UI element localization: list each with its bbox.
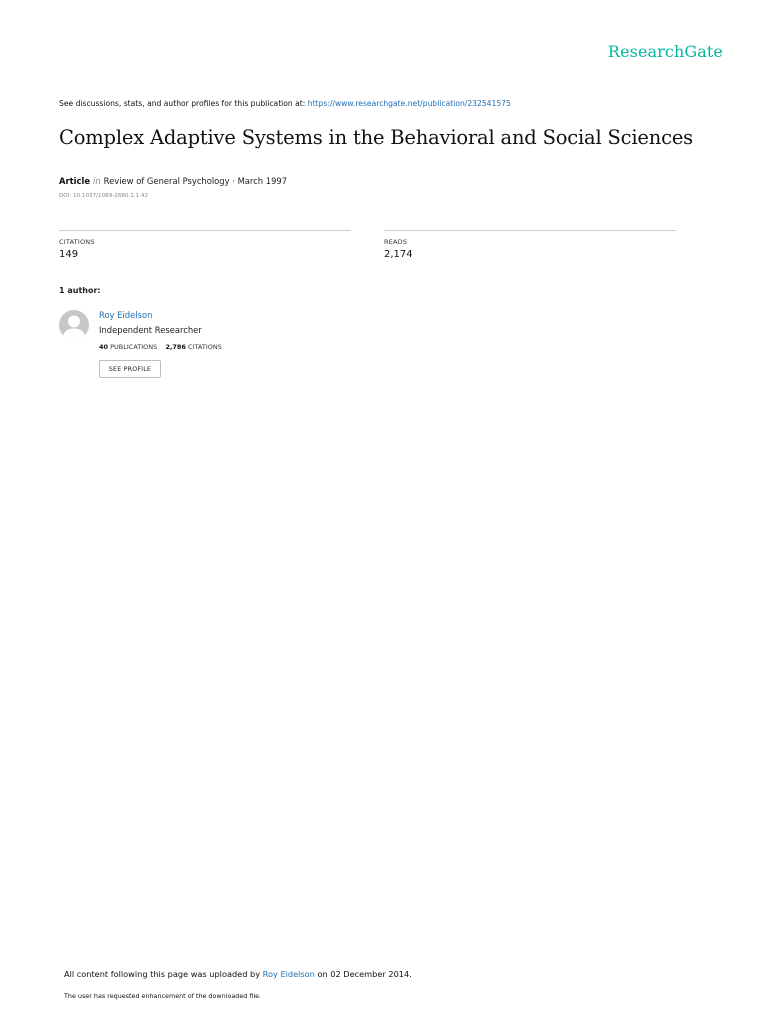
citations-stat <box>59 230 351 260</box>
author-name-link[interactable]: Roy Eidelson <box>99 310 153 320</box>
authors-heading: 1 author: <box>59 286 101 295</box>
author-institution: Independent Researcher <box>99 325 202 335</box>
publication-type: Article <box>59 176 91 186</box>
researchgate-logo[interactable]: ResearchGate <box>607 42 723 61</box>
author-publications-label: PUBLICATIONS <box>110 343 158 351</box>
author-stats <box>99 343 222 351</box>
author-citations-count: 2,786 <box>165 343 186 351</box>
publication-url-link[interactable]: https://www.researchgate.net/publication/232541575 <box>307 99 511 108</box>
discussion-prefix: See discussions, stats, and author profiles for this publication at: <box>59 99 306 108</box>
upload-note <box>64 969 412 979</box>
in-word: in <box>93 176 101 186</box>
upload-prefix: All content following this page was uploaded by <box>64 969 261 979</box>
uploader-link[interactable]: Roy Eidelson <box>262 969 315 979</box>
publication-title: Complex Adaptive Systems in the Behavioral and Social Sciences <box>59 126 693 149</box>
doi: DOI: 10.1037/1089-2680.1.1.42 <box>59 193 149 199</box>
citations-label: CITATIONS <box>59 238 95 246</box>
citations-value: 149 <box>59 249 79 260</box>
upload-suffix: on 02 December 2014. <box>317 969 412 979</box>
discussion-line <box>59 99 511 108</box>
person-icon <box>59 310 89 340</box>
author-citations-label: CITATIONS <box>188 343 222 351</box>
enhancement-note: The user has requested enhancement of the downloaded file. <box>64 992 262 1000</box>
reads-label: READS <box>384 238 408 246</box>
author-publications-count: 40 <box>99 343 109 351</box>
reads-stat <box>384 230 676 260</box>
journal-date: Review of General Psychology · March 1997 <box>103 176 288 186</box>
publication-meta <box>59 176 287 186</box>
avatar[interactable] <box>59 310 89 340</box>
see-profile-button[interactable]: SEE PROFILE <box>99 360 161 378</box>
reads-value: 2,174 <box>384 249 413 260</box>
